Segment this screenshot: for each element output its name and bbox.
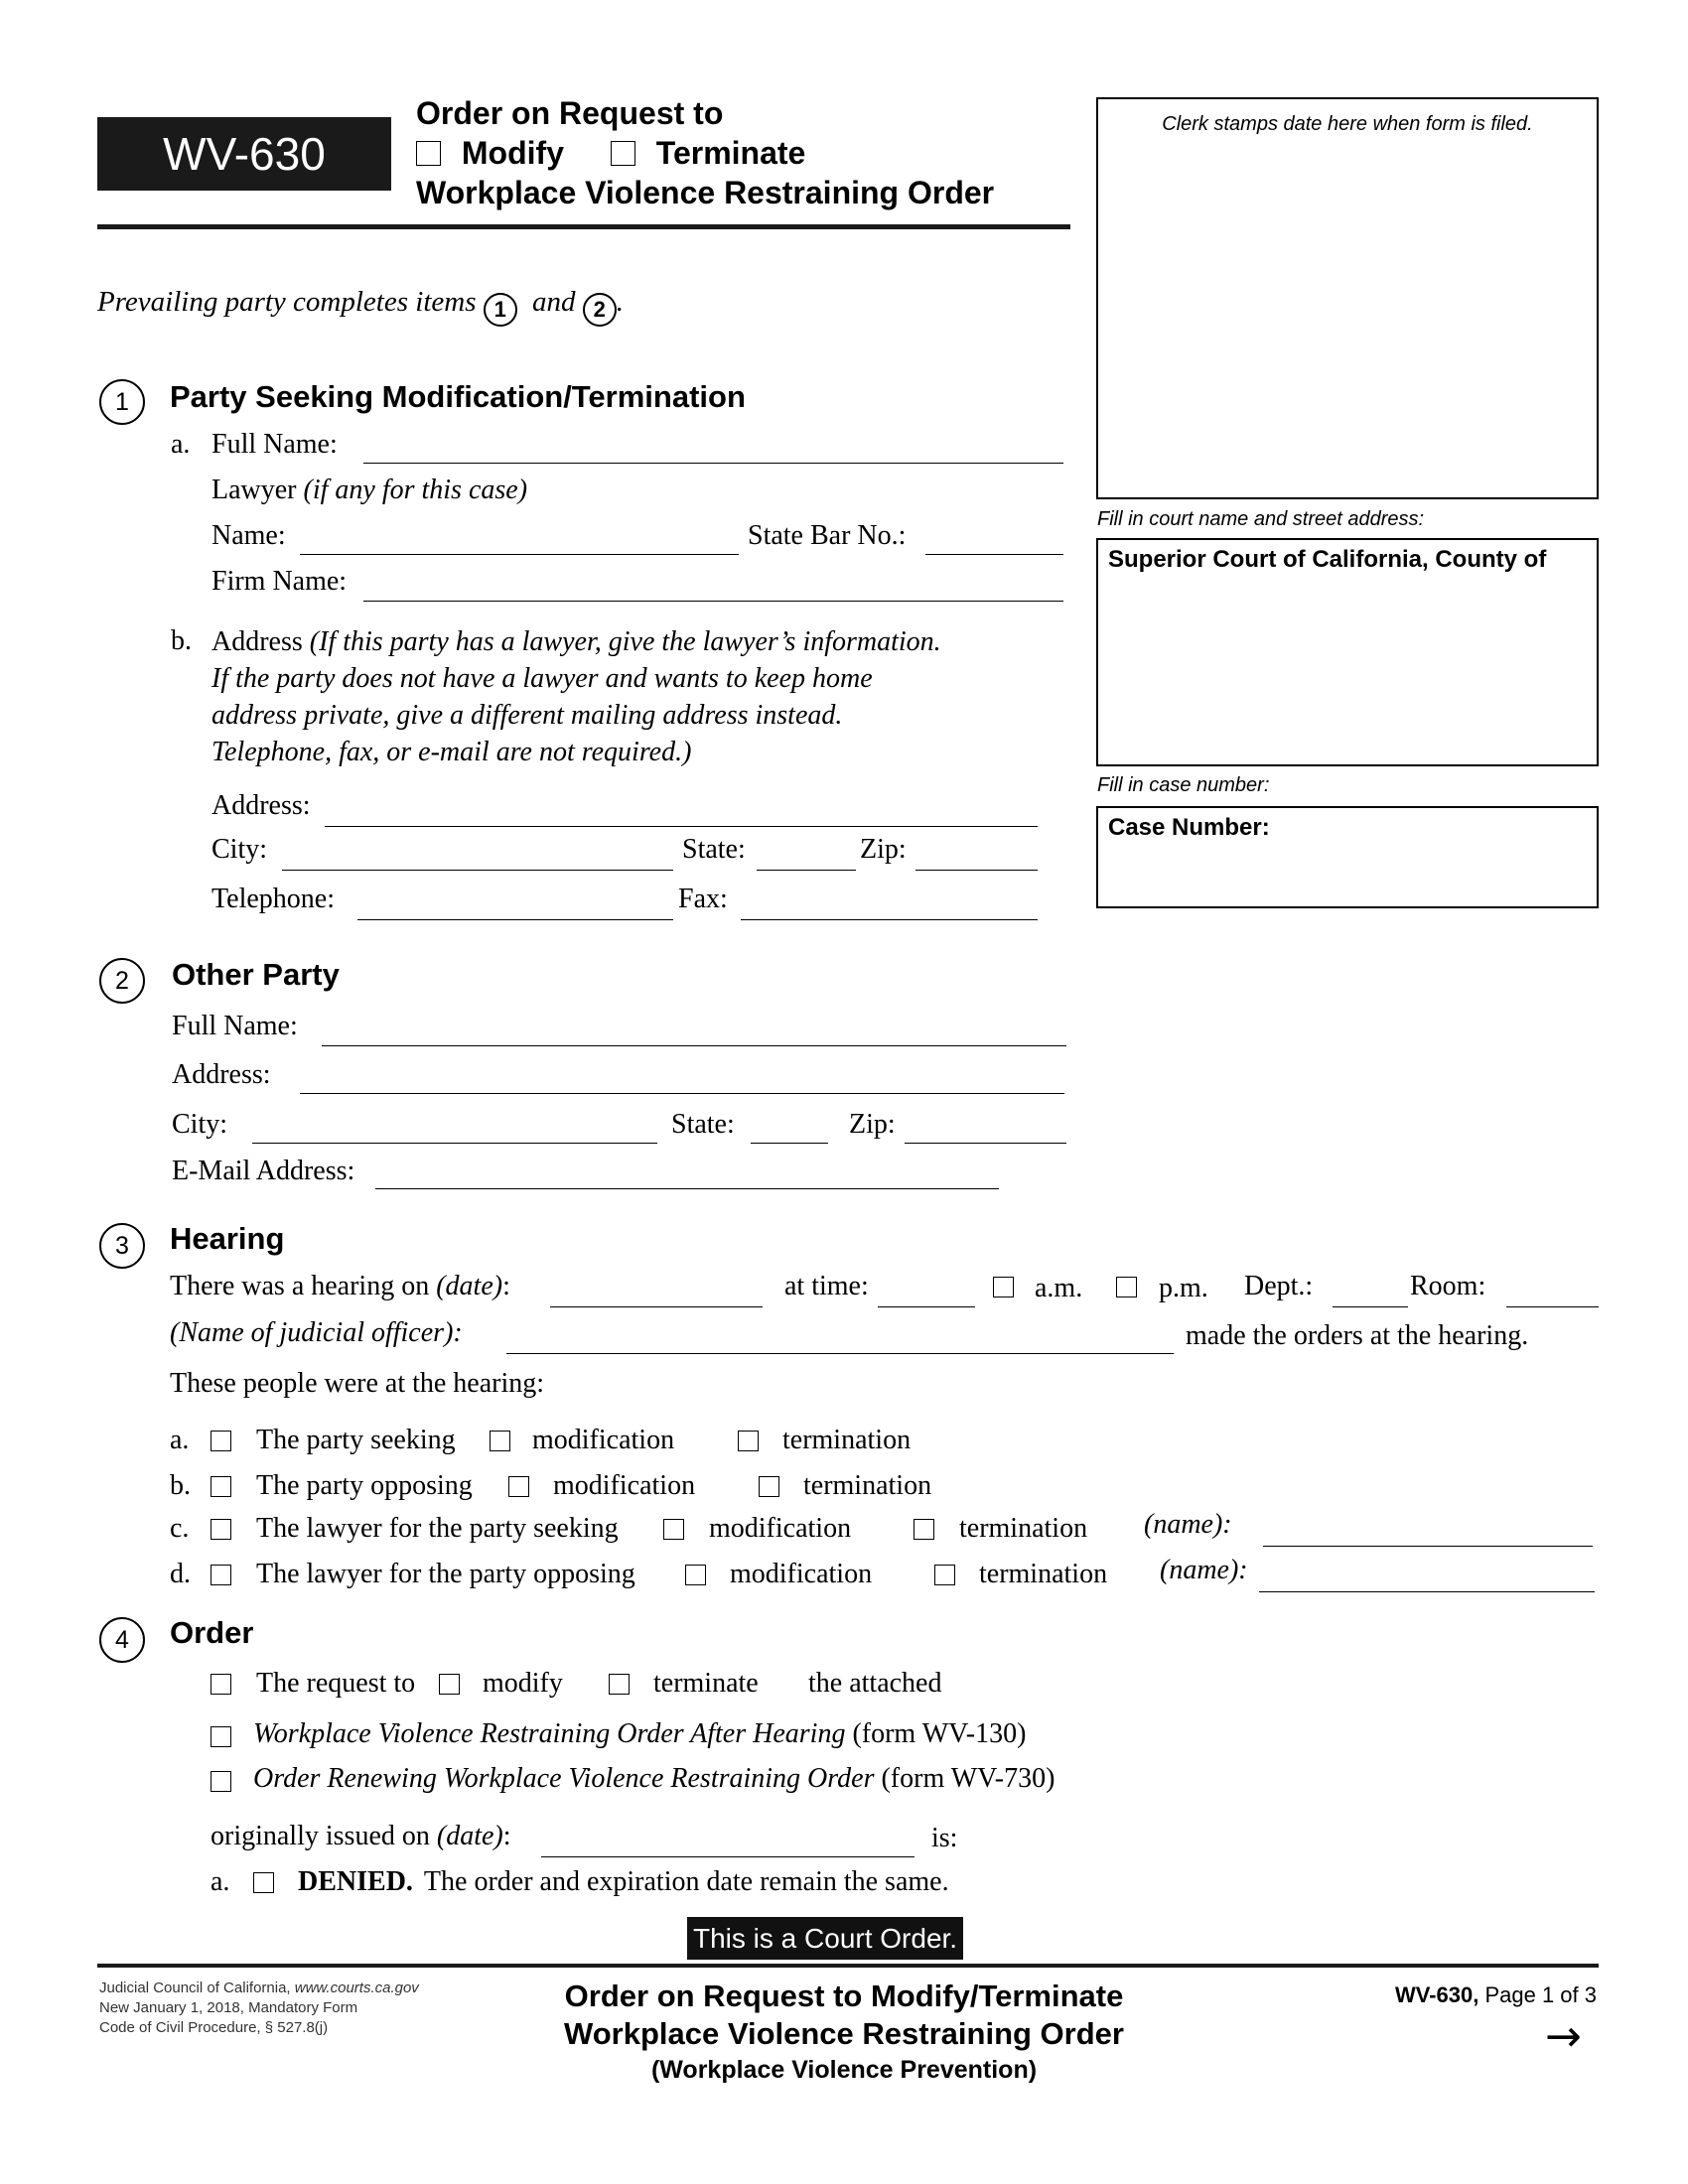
header-rule <box>97 224 1070 229</box>
s1-address-word: Address <box>211 626 303 657</box>
s1-state-bar-label: State Bar No.: <box>748 520 907 551</box>
s4-form-wv730-number: (form WV-730) <box>881 1763 1055 1794</box>
s1-address-note-3: address private, give a different mailing address instead. <box>211 700 843 731</box>
s4-modify-label: modify <box>483 1668 563 1699</box>
section-4-title: Order <box>170 1615 254 1650</box>
s3-room-label: Room: <box>1410 1271 1486 1301</box>
case-number-text: Case Number: <box>1108 814 1270 841</box>
s4-terminate-checkbox[interactable] <box>609 1674 630 1695</box>
s3-row-a-checkbox[interactable] <box>211 1431 231 1451</box>
s1-name-label: Name: <box>211 520 286 551</box>
next-page-arrow-icon[interactable]: → <box>1545 2011 1582 2062</box>
section-4-number: 4 <box>99 1617 145 1663</box>
s2-email-input[interactable] <box>375 1188 999 1189</box>
s1-address-note-4: Telephone, fax, or e-mail are not required.) <box>211 737 692 767</box>
s4-a-letter: a. <box>211 1866 230 1897</box>
s1-state-input[interactable] <box>757 870 856 871</box>
s4-denied-text <box>298 1866 949 1898</box>
intro-suffix: . <box>616 286 624 318</box>
form-id-badge: WV-630 <box>97 117 391 191</box>
s3-row-d-mod-label: modification <box>730 1559 873 1589</box>
s1-address-instructions <box>211 623 941 770</box>
s3-hearing-text: There was a hearing on <box>170 1271 430 1301</box>
clerk-stamp-label: Clerk stamps date here when form is filed. <box>1162 113 1533 135</box>
title-modify-checkbox[interactable] <box>416 141 441 166</box>
section-2-title: Other Party <box>172 957 340 992</box>
s1-address-input[interactable] <box>325 826 1038 827</box>
footer-title <box>447 1978 1241 2087</box>
s3-made-orders-text: made the orders at the hearing. <box>1186 1320 1529 1351</box>
s2-city-label: City: <box>172 1109 228 1140</box>
s3-am-checkbox[interactable] <box>993 1277 1014 1297</box>
s1-lawyer-name-input[interactable] <box>300 554 739 555</box>
s3-row-c-name-input[interactable] <box>1263 1546 1593 1547</box>
s4-colon: : <box>502 1821 511 1851</box>
s3-row-b-label: The party opposing <box>256 1470 473 1501</box>
s3-row-b-letter: b. <box>170 1470 191 1501</box>
s3-row-b-checkbox[interactable] <box>211 1476 231 1497</box>
s3-hearing-date-label <box>170 1271 510 1302</box>
footer-title-line1: Order on Request to Modify/Terminate <box>564 1979 1124 2013</box>
court-name-label: Fill in court name and street address: <box>1097 508 1425 530</box>
footer-title-line2: Workplace Violence Restraining Order <box>564 2016 1124 2051</box>
intro-item2-circle: 2 <box>583 293 617 327</box>
s1-b-letter: b. <box>171 625 192 656</box>
form-title-options <box>416 133 994 173</box>
intro-item1-circle: 1 <box>484 293 517 327</box>
footer-revised: New January 1, 2018, Mandatory Form <box>99 1999 358 2016</box>
s4-request-checkbox[interactable] <box>211 1674 231 1695</box>
s3-row-c-term-label: termination <box>959 1513 1088 1544</box>
s4-denied-word: DENIED. <box>298 1866 413 1897</box>
s4-originally-issued-label <box>211 1821 511 1852</box>
s4-denied-checkbox[interactable] <box>253 1872 274 1893</box>
s1-full-name-input[interactable] <box>363 463 1063 464</box>
s3-row-b-term-checkbox[interactable] <box>759 1476 779 1497</box>
s3-row-a-letter: a. <box>170 1425 190 1455</box>
s3-row-c-label: The lawyer for the party seeking <box>256 1513 619 1544</box>
footer-left <box>99 1979 419 2038</box>
s4-form-wv730-checkbox[interactable] <box>211 1771 231 1792</box>
s3-date-note: (date) <box>436 1271 503 1301</box>
form-title-line3: Workplace Violence Restraining Order <box>416 175 995 210</box>
s3-row-b-term-label: termination <box>803 1470 932 1501</box>
s3-row-c-checkbox[interactable] <box>211 1519 231 1540</box>
s3-room-input[interactable] <box>1506 1306 1599 1307</box>
section-3-number: 3 <box>99 1223 145 1269</box>
s4-form-wv130-label <box>253 1718 1026 1750</box>
footer-council: Judicial Council of California, <box>99 1979 291 1996</box>
s3-am-label: a.m. <box>1035 1273 1083 1303</box>
s4-terminate-label: terminate <box>653 1668 759 1699</box>
s3-pm-label: p.m. <box>1159 1273 1208 1303</box>
s1-state-bar-input[interactable] <box>925 554 1063 555</box>
s1-firm-input[interactable] <box>363 601 1063 602</box>
s4-date-note: (date) <box>436 1821 503 1851</box>
s3-row-c-mod-checkbox[interactable] <box>663 1519 684 1540</box>
s4-form-wv130-title: Workplace Violence Restraining Order After Hearing <box>253 1718 846 1749</box>
s1-address-note-2: If the party does not have a lawyer and wants to keep home <box>211 663 873 694</box>
s3-row-d-name-input[interactable] <box>1259 1591 1595 1592</box>
footer-page: Page 1 of 3 <box>1484 1982 1597 2007</box>
case-number-label: Fill in case number: <box>1097 774 1270 796</box>
form-title <box>416 93 994 212</box>
s1-state-label: State: <box>682 834 746 865</box>
s1-full-name-label: Full Name: <box>211 429 338 460</box>
section-3-title: Hearing <box>170 1221 285 1256</box>
s4-is-label: is: <box>931 1823 958 1853</box>
s3-row-d-name-label: (name): <box>1160 1555 1248 1585</box>
title-terminate-checkbox[interactable] <box>611 141 635 166</box>
case-number-box[interactable] <box>1096 806 1599 908</box>
s4-issued-date-input[interactable] <box>541 1856 914 1857</box>
s2-zip-input[interactable] <box>905 1143 1066 1144</box>
s1-telephone-label: Telephone: <box>211 884 335 914</box>
s1-firm-label: Firm Name: <box>211 566 348 597</box>
s3-row-d-checkbox[interactable] <box>211 1565 231 1585</box>
s1-lawyer-label <box>211 475 527 506</box>
s3-judicial-officer-label: (Name of judicial officer): <box>170 1317 463 1348</box>
intro-text <box>97 286 624 327</box>
title-modify-label: Modify <box>461 135 564 171</box>
s3-pm-checkbox[interactable] <box>1116 1277 1137 1297</box>
s3-row-c-mod-label: modification <box>709 1513 852 1544</box>
s3-row-d-mod-checkbox[interactable] <box>685 1565 706 1585</box>
footer-title-line3: (Workplace Violence Prevention) <box>650 2056 1038 2084</box>
s3-row-c-name-label: (name): <box>1144 1509 1232 1540</box>
s1-address-label: Address: <box>211 790 311 821</box>
s1-fax-input[interactable] <box>741 919 1038 920</box>
s1-fax-label: Fax: <box>678 884 728 914</box>
footer-page-number <box>1395 1982 1597 2008</box>
s1-lawyer-note: (if any for this case) <box>303 475 528 505</box>
s4-attached-label: the attached <box>808 1668 942 1699</box>
s2-full-name-input[interactable] <box>322 1045 1066 1046</box>
s3-row-d-term-label: termination <box>979 1559 1108 1589</box>
s4-modify-checkbox[interactable] <box>439 1674 460 1695</box>
s3-colon: : <box>502 1271 510 1301</box>
s3-row-a-term-checkbox[interactable] <box>738 1431 759 1451</box>
s2-address-label: Address: <box>172 1059 271 1090</box>
s2-zip-label: Zip: <box>849 1109 896 1140</box>
s3-row-d-label: The lawyer for the party opposing <box>256 1559 635 1589</box>
s2-address-input[interactable] <box>300 1093 1064 1094</box>
court-name-text: Superior Court of California, County of <box>1108 546 1547 573</box>
s4-form-wv730-title: Order Renewing Workplace Violence Restraining Order <box>253 1763 875 1794</box>
title-terminate-label: Terminate <box>655 135 806 171</box>
footer-code: Code of Civil Procedure, § 527.8(j) <box>99 2019 329 2036</box>
intro-prefix: Prevailing party completes items <box>97 286 477 318</box>
clerk-stamp-box[interactable] <box>1096 97 1599 499</box>
s1-zip-label: Zip: <box>860 834 907 865</box>
s4-denied-rest: The order and expiration date remain the same. <box>423 1866 949 1897</box>
section-1-title: Party Seeking Modification/Termination <box>170 379 746 414</box>
s1-address-note-1: (If this party has a lawyer, give the lawyer’s information. <box>309 626 941 657</box>
s3-row-a-label: The party seeking <box>256 1425 456 1455</box>
intro-and: and <box>531 286 576 318</box>
s3-row-b-mod-checkbox[interactable] <box>508 1476 529 1497</box>
s3-people-text: These people were at the hearing: <box>170 1368 545 1399</box>
s1-city-label: City: <box>211 834 268 865</box>
s2-city-input[interactable] <box>252 1143 657 1144</box>
footer-form-id: WV-630, <box>1394 1982 1479 2007</box>
s2-state-input[interactable] <box>751 1143 828 1144</box>
s4-orig-issued-text: originally issued on <box>211 1821 430 1851</box>
s4-form-wv130-number: (form WV-130) <box>852 1718 1027 1749</box>
s3-row-c-term-checkbox[interactable] <box>914 1519 934 1540</box>
s1-zip-input[interactable] <box>915 870 1038 871</box>
s1-a-letter: a. <box>171 429 191 460</box>
s2-state-label: State: <box>671 1109 735 1140</box>
s4-form-wv130-checkbox[interactable] <box>211 1726 231 1747</box>
s3-row-b-mod-label: modification <box>553 1470 696 1501</box>
s3-row-a-term-label: termination <box>782 1425 912 1455</box>
s3-row-c-letter: c. <box>170 1513 190 1544</box>
footer-council-line <box>99 1979 419 1998</box>
s1-city-input[interactable] <box>282 870 673 871</box>
court-name-box[interactable] <box>1096 538 1599 766</box>
s3-time-input[interactable] <box>878 1306 975 1307</box>
s3-at-time-label: at time: <box>784 1271 869 1301</box>
s1-telephone-input[interactable] <box>357 919 673 920</box>
s3-row-a-mod-checkbox[interactable] <box>490 1431 510 1451</box>
s4-request-to-label: The request to <box>256 1668 416 1699</box>
s2-full-name-label: Full Name: <box>172 1011 298 1041</box>
s3-judicial-officer-input[interactable] <box>506 1353 1174 1354</box>
section-1-number: 1 <box>99 379 145 425</box>
s3-row-d-letter: d. <box>170 1559 191 1589</box>
s3-row-a-mod-label: modification <box>532 1425 675 1455</box>
s3-hearing-date-input[interactable] <box>550 1306 763 1307</box>
footer-rule <box>97 1964 1599 1968</box>
s3-dept-label: Dept.: <box>1244 1271 1314 1301</box>
s4-form-wv730-label <box>253 1763 1055 1795</box>
s2-email-label: E-Mail Address: <box>172 1156 355 1186</box>
s3-row-d-term-checkbox[interactable] <box>934 1565 955 1585</box>
s1-lawyer-word: Lawyer <box>211 475 297 505</box>
form-title-line1: Order on Request to <box>416 95 724 131</box>
section-2-number: 2 <box>99 958 145 1004</box>
s3-dept-input[interactable] <box>1333 1306 1408 1307</box>
court-order-banner: This is a Court Order. <box>687 1917 963 1960</box>
footer-url[interactable]: www.courts.ca.gov <box>294 1979 419 1996</box>
